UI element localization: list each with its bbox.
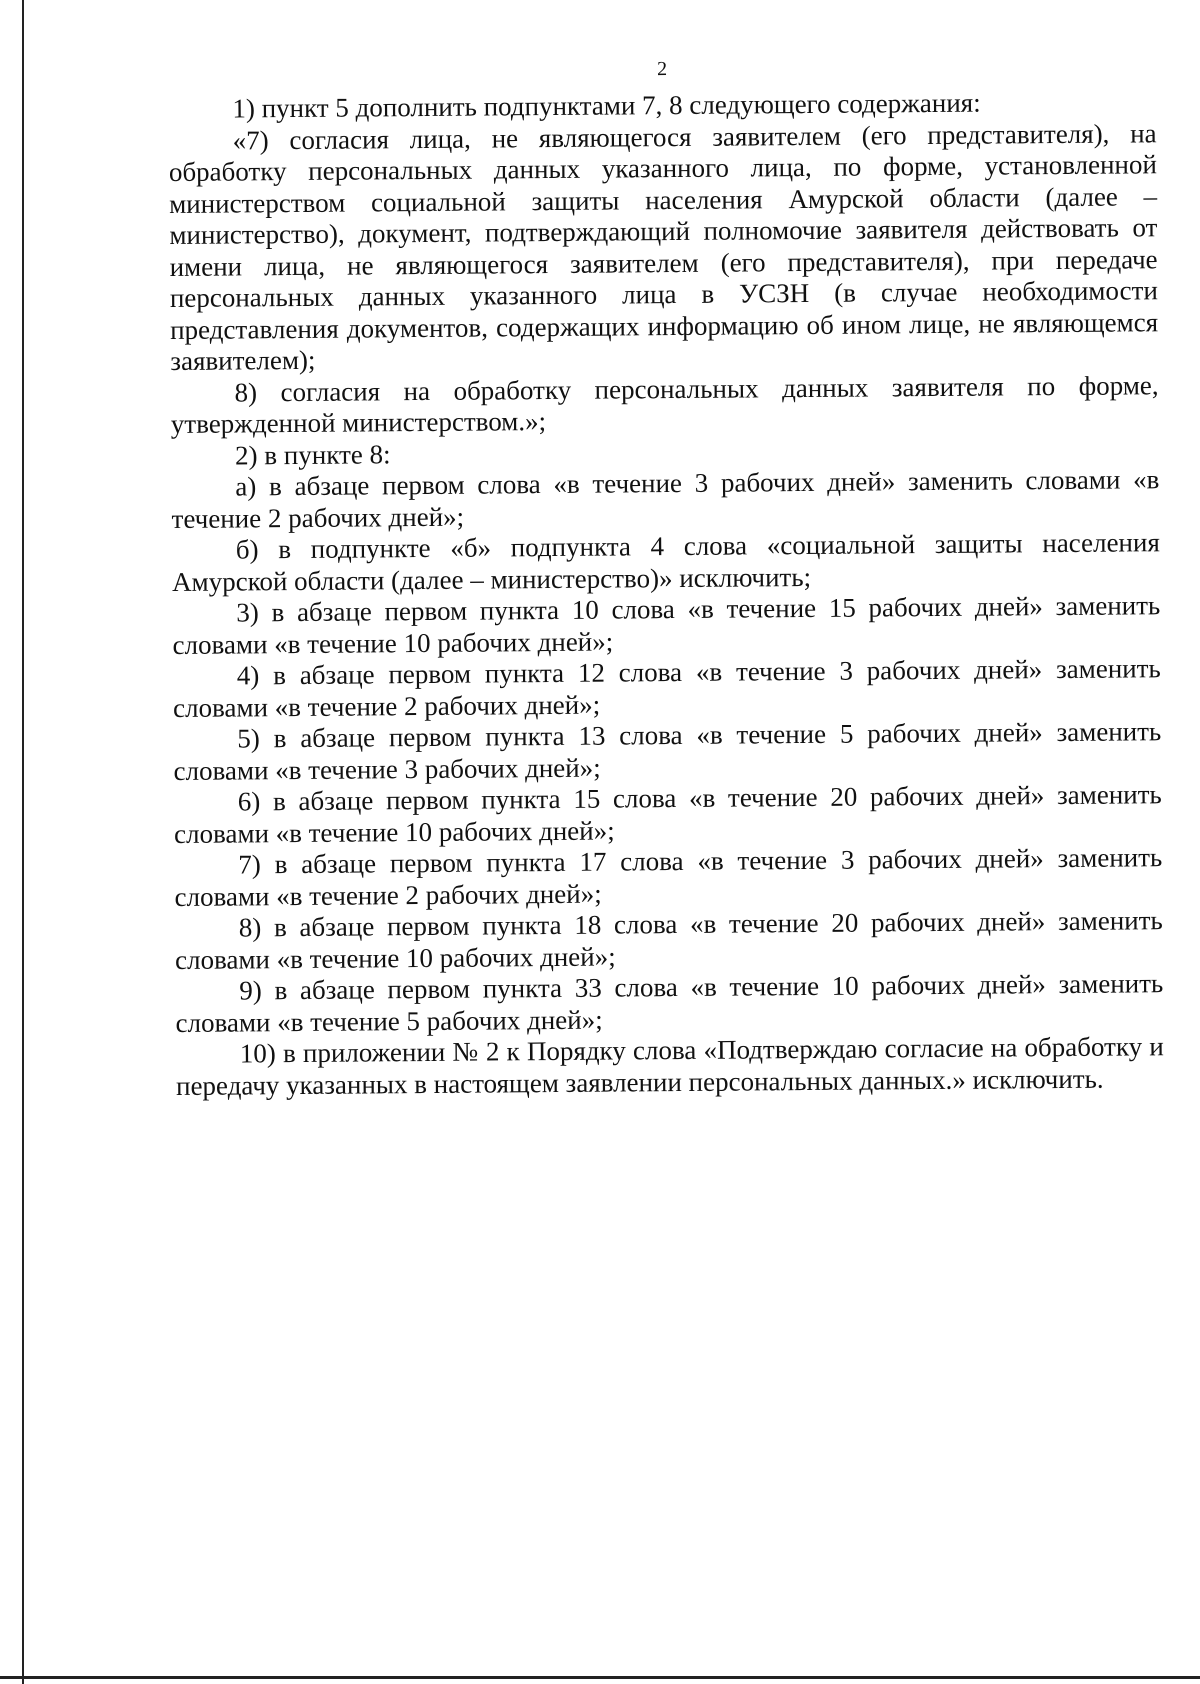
amendment-2a: а) в абзаце первом слова «в течение 3 рабочих дней» заменить словами «в течение 2 рабочих дней»; bbox=[171, 464, 1160, 534]
subitem-8: 8) согласия на обработку персональных данных заявителя по форме, утвержденной министерством.»; bbox=[170, 369, 1159, 439]
document-page bbox=[168, 52, 1164, 1102]
amendment-5: 5) в абзаце первом пункта 13 слова «в течение 5 рабочих дней» заменить словами «в течение 3 рабочих дней»; bbox=[173, 716, 1162, 786]
scan-edge-left bbox=[22, 0, 24, 1684]
amendment-2b: б) в подпункте «б» подпункта 4 слова «социальной защиты населения Амурской области (далее – министерство)» исключить; bbox=[171, 527, 1160, 597]
amendment-2: 2) в пункте 8: bbox=[234, 438, 391, 470]
amendment-10: 10) в приложении № 2 к Порядку слова «Подтверждаю согласие на обработку и передачу указанных в настоящем заявлении персональных данных.» исключить. bbox=[175, 1031, 1164, 1101]
amendment-9: 9) в абзаце первом пункта 33 слова «в течение 10 рабочих дней» заменить словами «в течение 5 рабочих дней»; bbox=[175, 968, 1164, 1038]
amendment-3: 3) в абзаце первом пункта 10 слова «в течение 15 рабочих дней» заменить словами «в течение 10 рабочих дней»; bbox=[172, 590, 1161, 660]
amendment-6: 6) в абзаце первом пункта 15 слова «в течение 20 рабочих дней» заменить словами «в течение 10 рабочих дней»; bbox=[173, 779, 1162, 849]
amendment-1: 1) пункт 5 дополнить подпунктами 7, 8 следующего содержания: bbox=[232, 87, 981, 124]
amendment-8: 8) в абзаце первом пункта 18 слова «в течение 20 рабочих дней» заменить словами «в течение 10 рабочих дней»; bbox=[174, 905, 1163, 975]
page-number: 2 bbox=[657, 58, 668, 81]
amendment-7: 7) в абзаце первом пункта 17 слова «в течение 3 рабочих дней» заменить словами «в течение 2 рабочих дней»; bbox=[174, 842, 1163, 912]
scan-edge-bottom bbox=[0, 1676, 1200, 1679]
subitem-7: «7) согласия лица, не являющегося заявителем (его представителя), на обработку персональных данных указанного лица, по форме, установленной министерством социальной защиты населения Амурской области (далее – министерство), документ, подтверждающий полномочие заявителя действовать от имени лица, не являющегося заявителем (его представителя), при передаче персональных данных указанного лица в УСЗН (в случае необходимости представления документов, содержащих информацию об ином лице, не являющемся заявителем); bbox=[168, 117, 1159, 376]
amendment-4: 4) в абзаце первом пункта 12 слова «в течение 3 рабочих дней» заменить словами «в течение 2 рабочих дней»; bbox=[172, 653, 1161, 723]
